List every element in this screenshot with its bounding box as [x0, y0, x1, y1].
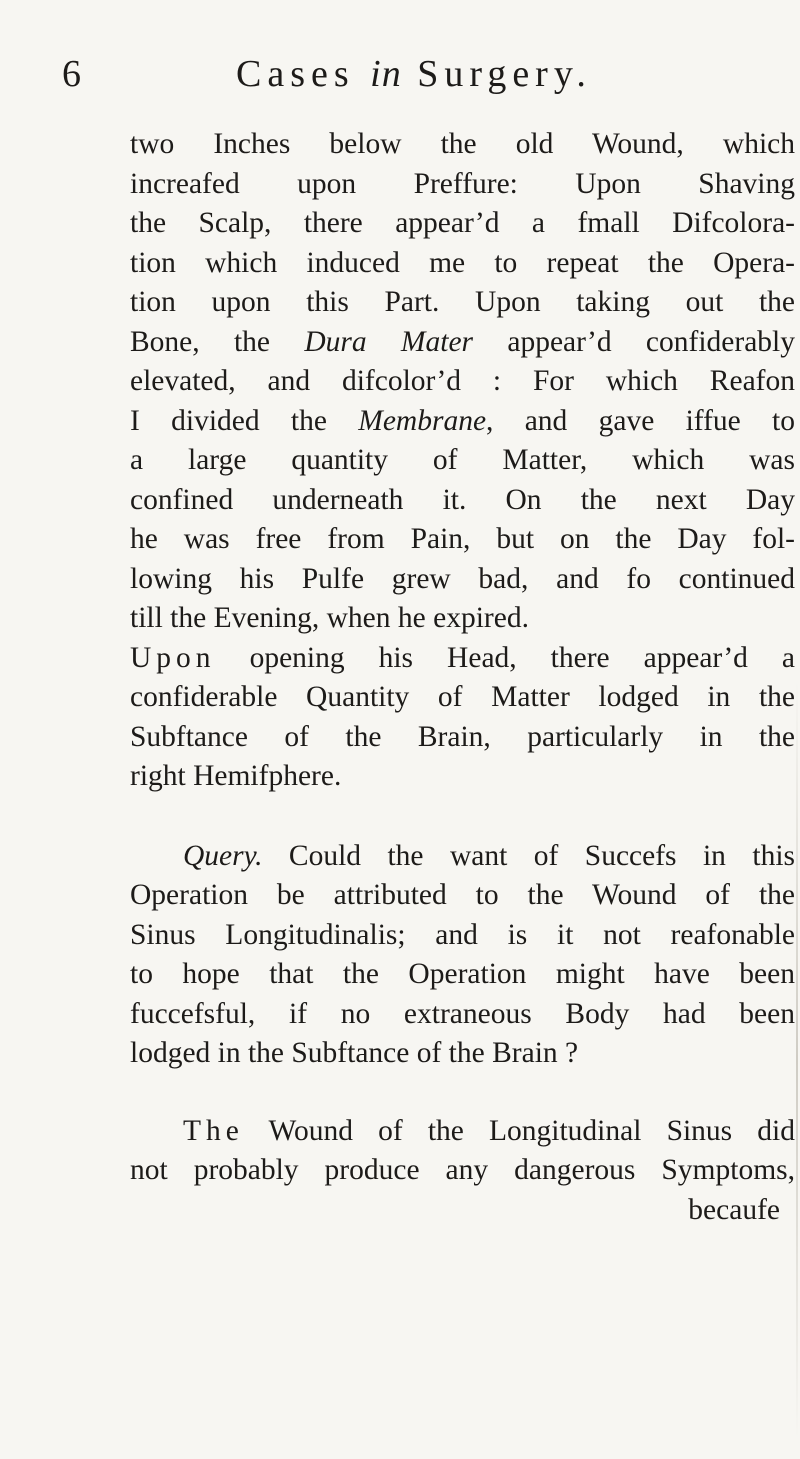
- body-text: [130, 125, 795, 1230]
- text-fragment: , and gave iffue to: [486, 404, 795, 437]
- paragraph-3: [130, 837, 795, 1074]
- text-line: [130, 323, 795, 363]
- italic-term-membrane: Membrane: [358, 404, 487, 437]
- text-line: two Inches below the old Wound, which: [130, 128, 795, 160]
- text-fragment: Bone, the: [130, 325, 305, 358]
- text-line: he was free from Pain, but on the Day fol-: [130, 523, 795, 555]
- running-head-surgery: Surgery.: [417, 53, 592, 95]
- text-line: increafed upon Preffure: Upon Shaving: [130, 167, 795, 200]
- paragraph-4: [130, 1112, 795, 1231]
- running-head: [236, 44, 592, 104]
- page-number: 6: [62, 53, 81, 95]
- text-line: a large quantity of Matter, which was: [130, 444, 795, 476]
- paragraph-2: [130, 639, 795, 797]
- paragraph-1: [130, 125, 795, 639]
- text-fragment: opening his Head, there appear’d a: [215, 641, 795, 674]
- text-line: fuccefsful, if no extraneous Body had been: [130, 997, 795, 1030]
- text-line: to hope that the Operation might have been: [130, 958, 795, 990]
- text-line: tion which induced me to repeat the Opera-: [130, 246, 795, 279]
- text-line: the Scalp, there appear’d a fmall Difcolora-: [130, 207, 795, 239]
- italic-term-dura-mater: Dura Mater: [304, 325, 474, 358]
- text-line: [130, 837, 795, 877]
- text-line: till the Evening, when he expired.: [130, 602, 529, 634]
- small-caps-opening-word: The: [183, 1114, 244, 1147]
- running-head-in: in: [370, 53, 402, 95]
- query-label: Query.: [183, 839, 263, 872]
- page-edge-shadow: [796, 680, 798, 1440]
- text-line: lodged in the Subftance of the Brain ?: [130, 1037, 579, 1069]
- running-head-cases: Cases: [236, 53, 355, 95]
- catchword: becaufe: [688, 1193, 780, 1226]
- paragraph-spacer: [130, 1074, 795, 1112]
- small-caps-opening-word: Upon: [130, 641, 216, 674]
- page-header: [0, 44, 800, 104]
- text-line: confined underneath it. On the next Day: [130, 483, 795, 516]
- text-line: elevated, and difcolor’d : For which Reafon: [130, 365, 795, 397]
- text-line: [130, 1112, 795, 1152]
- text-line: lowing his Pulfe grew bad, and fo continued: [130, 562, 795, 595]
- text-line: [130, 402, 795, 442]
- text-line: [130, 639, 795, 679]
- text-fragment: appear’d confiderably: [473, 325, 796, 358]
- text-line: confiderable Quantity of Matter lodged in the: [130, 681, 795, 713]
- text-line: Sinus Longitudinalis; and is it not reafonable: [130, 918, 795, 951]
- paragraph-spacer: [130, 797, 795, 837]
- text-line: right Hemifphere.: [130, 760, 342, 792]
- text-fragment: Wound of the Longitudinal Sinus did: [243, 1114, 795, 1147]
- text-line: not probably produce any dangerous Symptoms,: [130, 1154, 795, 1186]
- text-line: tion upon this Part. Upon taking out the: [130, 286, 795, 318]
- text-line: Subftance of the Brain, particularly in the: [130, 720, 795, 753]
- text-line: Operation be attributed to the Wound of the: [130, 879, 795, 911]
- text-fragment: I divided the: [130, 404, 359, 437]
- text-fragment: Could the want of Succefs in this: [262, 839, 795, 872]
